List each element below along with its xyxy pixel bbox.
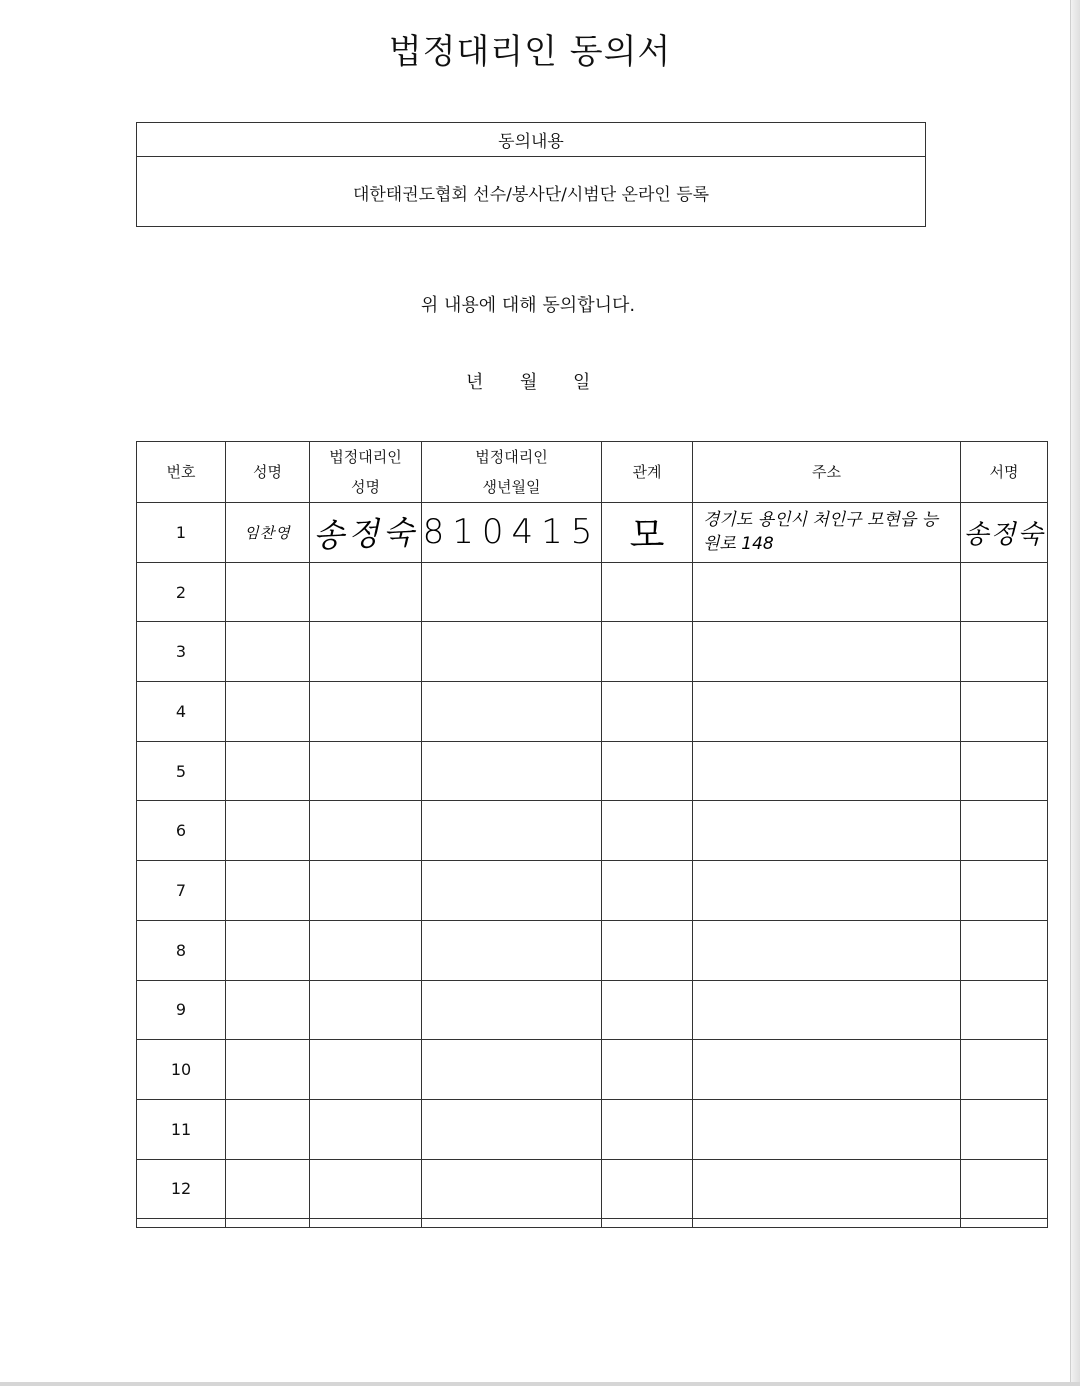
cell-no: 4 [137,682,226,742]
table-row [137,920,1048,980]
cell-signature [961,1159,1048,1219]
cell-name [226,1159,310,1219]
header-rep-name-line2: 성명 [351,478,380,496]
table-row [137,503,1048,563]
handwritten-signature: 송정숙 [963,519,1045,550]
cell-rep-name [310,1040,422,1100]
page-bottom-edge [0,1382,1080,1386]
cell-rep-name [310,622,422,682]
table-header-row [137,442,1048,503]
cell-signature [961,861,1048,921]
empty-cell [422,1219,602,1228]
empty-cell [693,1219,961,1228]
cell-relation [602,920,693,980]
cell-address [693,801,961,861]
handwritten-address: 경기도 용인시 처인구 모현읍 능원로 148 [703,510,939,555]
header-no: 번호 [137,442,226,503]
table-row [137,1040,1048,1100]
cell-name [226,622,310,682]
cell-name [226,503,310,563]
cell-signature [961,562,1048,622]
cell-rep-name [310,741,422,801]
cell-no: 10 [137,1040,226,1100]
handwritten-rep-name: 송정숙 [312,513,419,556]
header-rep-name-line1: 법정대리인 [329,448,402,466]
cell-rep-name [310,503,422,563]
header-address: 주소 [693,442,961,503]
cell-signature [961,980,1048,1040]
cell-rep-name [310,682,422,742]
cell-name [226,1040,310,1100]
cell-signature [961,682,1048,742]
cell-signature [961,801,1048,861]
cell-signature [961,622,1048,682]
cell-rep-birth [422,622,602,682]
agree-statement: 위 내용에 대해 동의합니다. [420,295,636,316]
table-row [137,861,1048,921]
cell-rep-name [310,861,422,921]
cell-rep-name [310,801,422,861]
cell-address [693,920,961,980]
empty-cell [961,1219,1048,1228]
header-signature: 서명 [961,442,1048,503]
cell-rep-birth [422,562,602,622]
cell-no: 3 [137,622,226,682]
cell-rep-birth [422,980,602,1040]
consent-box [136,122,926,227]
table-body [137,503,1048,1228]
cell-rep-birth [422,920,602,980]
cell-rep-name [310,1159,422,1219]
cell-rep-name [310,1099,422,1159]
cell-rep-birth [422,801,602,861]
header-rep-name [310,442,422,503]
document-title: 법정대리인 동의서 [388,32,672,72]
header-rep-birth-line2: 생년월일 [482,478,541,496]
header-rep-birth [422,442,602,503]
empty-cell [137,1219,226,1228]
cell-name [226,1099,310,1159]
cell-name [226,920,310,980]
consent-header: 동의내용 [137,123,925,157]
cell-rep-birth [422,741,602,801]
table-row [137,682,1048,742]
cell-name [226,861,310,921]
cell-rep-birth [422,682,602,742]
cell-relation [602,801,693,861]
date-year-label: 년 [466,372,484,393]
cell-rep-name [310,920,422,980]
page-edge-shadow [1070,0,1080,1386]
table-row [137,741,1048,801]
header-relation: 관계 [602,442,693,503]
table-row-partial [137,1219,1048,1228]
empty-cell [602,1219,693,1228]
cell-address [693,861,961,921]
cell-address [693,741,961,801]
cell-no: 1 [137,503,226,563]
cell-relation [602,1159,693,1219]
cell-rep-name [310,562,422,622]
cell-address [693,1040,961,1100]
cell-no: 8 [137,920,226,980]
date-month-label: 월 [520,372,538,393]
table-row [137,801,1048,861]
handwritten-relation: 모 [629,514,665,556]
cell-relation [602,562,693,622]
cell-signature [961,503,1048,563]
cell-name [226,801,310,861]
header-rep-birth-line1: 법정대리인 [475,448,548,466]
cell-no: 6 [137,801,226,861]
cell-address [693,1099,961,1159]
table-row [137,622,1048,682]
cell-address [693,682,961,742]
cell-rep-birth [422,1040,602,1100]
cell-name [226,980,310,1040]
cell-rep-name [310,980,422,1040]
table-row [137,562,1048,622]
cell-relation [602,1099,693,1159]
cell-no: 9 [137,980,226,1040]
table-row [137,980,1048,1040]
cell-no: 12 [137,1159,226,1219]
cell-relation [602,682,693,742]
cell-signature [961,1099,1048,1159]
cell-name [226,741,310,801]
cell-no: 7 [137,861,226,921]
cell-rep-birth [422,861,602,921]
cell-address [693,1159,961,1219]
cell-name [226,562,310,622]
cell-address [693,980,961,1040]
handwritten-rep-birth: 810415 [422,512,601,553]
cell-relation [602,980,693,1040]
cell-relation [602,741,693,801]
empty-cell [226,1219,310,1228]
table-row [137,1159,1048,1219]
cell-no: 5 [137,741,226,801]
cell-relation [602,861,693,921]
cell-relation [602,503,693,563]
empty-cell [310,1219,422,1228]
cell-relation [602,622,693,682]
cell-address [693,503,961,563]
cell-signature [961,920,1048,980]
cell-address [693,562,961,622]
handwritten-name: 임찬영 [244,523,291,542]
cell-no: 11 [137,1099,226,1159]
cell-rep-birth [422,503,602,563]
table-row [137,1099,1048,1159]
cell-no: 2 [137,562,226,622]
guardian-roster-table [136,441,1048,1228]
cell-name [226,682,310,742]
cell-address [693,622,961,682]
date-day-label: 일 [573,372,591,393]
cell-signature [961,741,1048,801]
cell-rep-birth [422,1099,602,1159]
cell-signature [961,1040,1048,1100]
consent-content: 대한태권도협회 선수/봉사단/시범단 온라인 등록 [352,184,710,205]
cell-rep-birth [422,1159,602,1219]
header-name: 성명 [226,442,310,503]
cell-relation [602,1040,693,1100]
